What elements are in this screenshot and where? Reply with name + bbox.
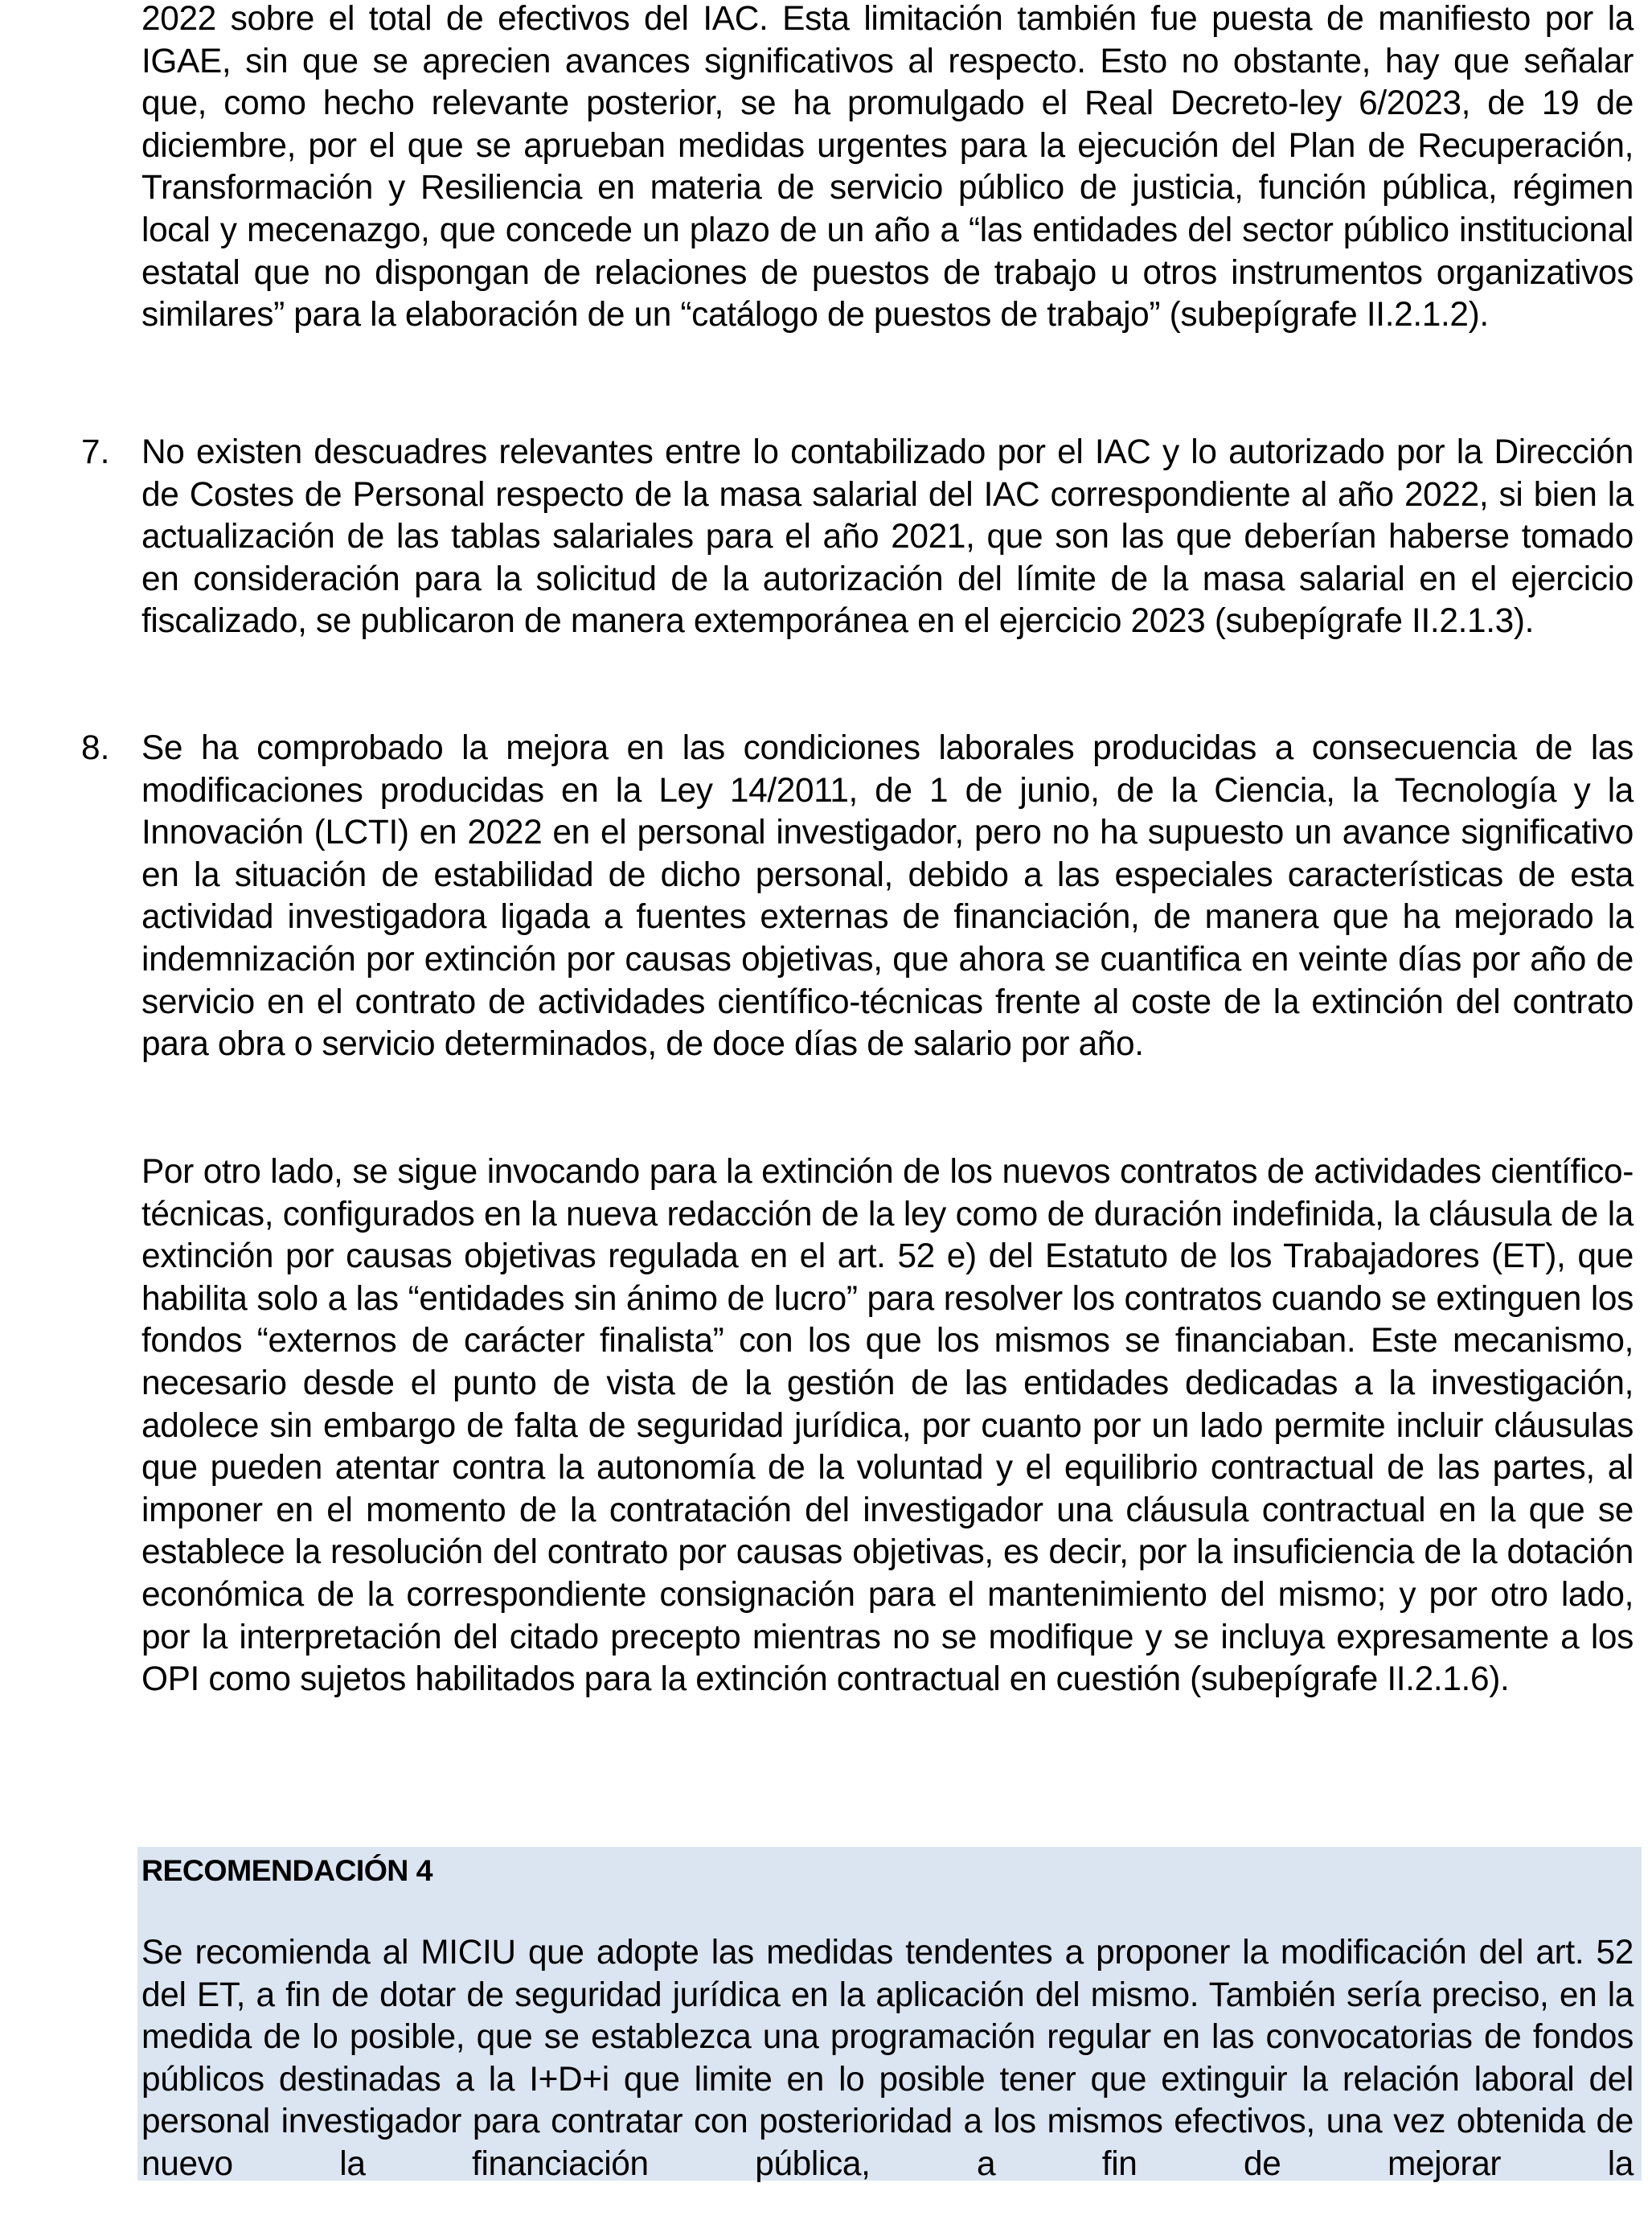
list-item-number-8: 8. xyxy=(81,728,110,766)
recommendation-title: RECOMENDACIÓN 4 xyxy=(141,1853,432,1887)
continuation-paragraph: 2022 sobre el total de efectivos del IAC. Esta limitación también fue puesta de manifiesto por la IGAE, sin que se aprecien avances significativos al respecto. Esto no obstante, hay que señalar que, como hecho relevante posterior, se ha promulgado el Real Decreto-ley 6/2023, de 19 de diciembre, por el que se aprueban medidas urgentes para la ejecución del Plan de Recuperación, Transformación y Resiliencia en materia de servicio público de justicia, función pública, régimen local y mecenazgo, que concede un plazo de un año a “las entidades del sector público institucional estatal que no dispongan de relaciones de puestos de trabajo u otros instrumentos organizativos similares” para la elaboración de un “catálogo de puestos de trabajo” (subepígrafe II.2.1.2). xyxy=(141,0,1634,334)
list-item-8-paragraph-1: Se ha comprobado la mejora en las condiciones laborales producidas a consecuencia de las modificaciones producidas en la Ley 14/2011, de 1 de junio, de la Ciencia, la Tecnología y la Innovación (LCTI) en 2022 en el personal investigador, pero no ha supuesto un avance significativo en la situación de estabilidad de dicho personal, debido a las especiales características de esta actividad investigadora ligada a fuentes externas de financiación, de manera que ha mejorado la indemnización por extinción por causas objetivas, que ahora se cuantifica en veinte días por año de servicio en el contrato de actividades científico-técnicas frente al coste de la extinción del contrato para obra o servicio determinados, de doce días de salario por año. xyxy=(141,728,1634,1063)
recommendation-box xyxy=(137,1847,1642,2181)
list-item-8-paragraph-2: Por otro lado, se sigue invocando para la extinción de los nuevos contratos de actividades científico-técnicas, configurados en la nueva redacción de la ley como de duración indefinida, la cláusula de la extinción por causas objetivas regulada en el art. 52 e) del Estatuto de los Trabajadores (ET), que habilita solo a las “entidades sin ánimo de lucro” para resolver los contratos cuando se extinguen los fondos “externos de carácter finalista” con los que los mismos se financiaban. Este mecanismo, necesario desde el punto de vista de la gestión de las entidades dedicadas a la investigación, adolece sin embargo de falta de seguridad jurídica, por cuanto por un lado permite incluir cláusulas que pueden atentar contra la autonomía de la voluntad y el equilibrio contractual de las partes, al imponer en el momento de la contratación del investigador una cláusula contractual en la que se establece la resolución del contrato por causas objetivas, es decir, por la insuficiencia de la dotación económica de la correspondiente consignación para el mantenimiento del mismo; y por otro lado, por la interpretación del citado precepto mientras no se modifique y se incluya expresamente a los OPI como sujetos habilitados para la extinción contractual en cuestión (subepígrafe II.2.1.6). xyxy=(141,1152,1634,1698)
recommendation-text: Se recomienda al MICIU que adopte las medidas tendentes a proponer la modificación del art. 52 del ET, a fin de dotar de seguridad jurídica en la aplicación del mismo. También sería preciso, en la medida de lo posible, que se establezca una programación regular en las convocatorias de fondos públicos destinadas a la I+D+i que limite en lo posible tener que extinguir la relación laboral del personal investigador para contratar con posterioridad a los mismos efectivos, una vez obtenida de nuevo la financiación pública, a fin de mejorar la xyxy=(141,1933,1634,2182)
list-item-number-7: 7. xyxy=(81,433,110,470)
list-item-7-paragraph: No existen descuadres relevantes entre lo contabilizado por el IAC y lo autorizado por la Dirección de Costes de Personal respecto de la masa salarial del IAC correspondiente al año 2022, si bien la actualización de las tablas salariales para el año 2021, que son las que deberían haberse tomado en consideración para la solicitud de la autorización del límite de la masa salarial en el ejercicio fiscalizado, se publicaron de manera extemporánea en el ejercicio 2023 (subepígrafe II.2.1.3). xyxy=(141,433,1634,640)
